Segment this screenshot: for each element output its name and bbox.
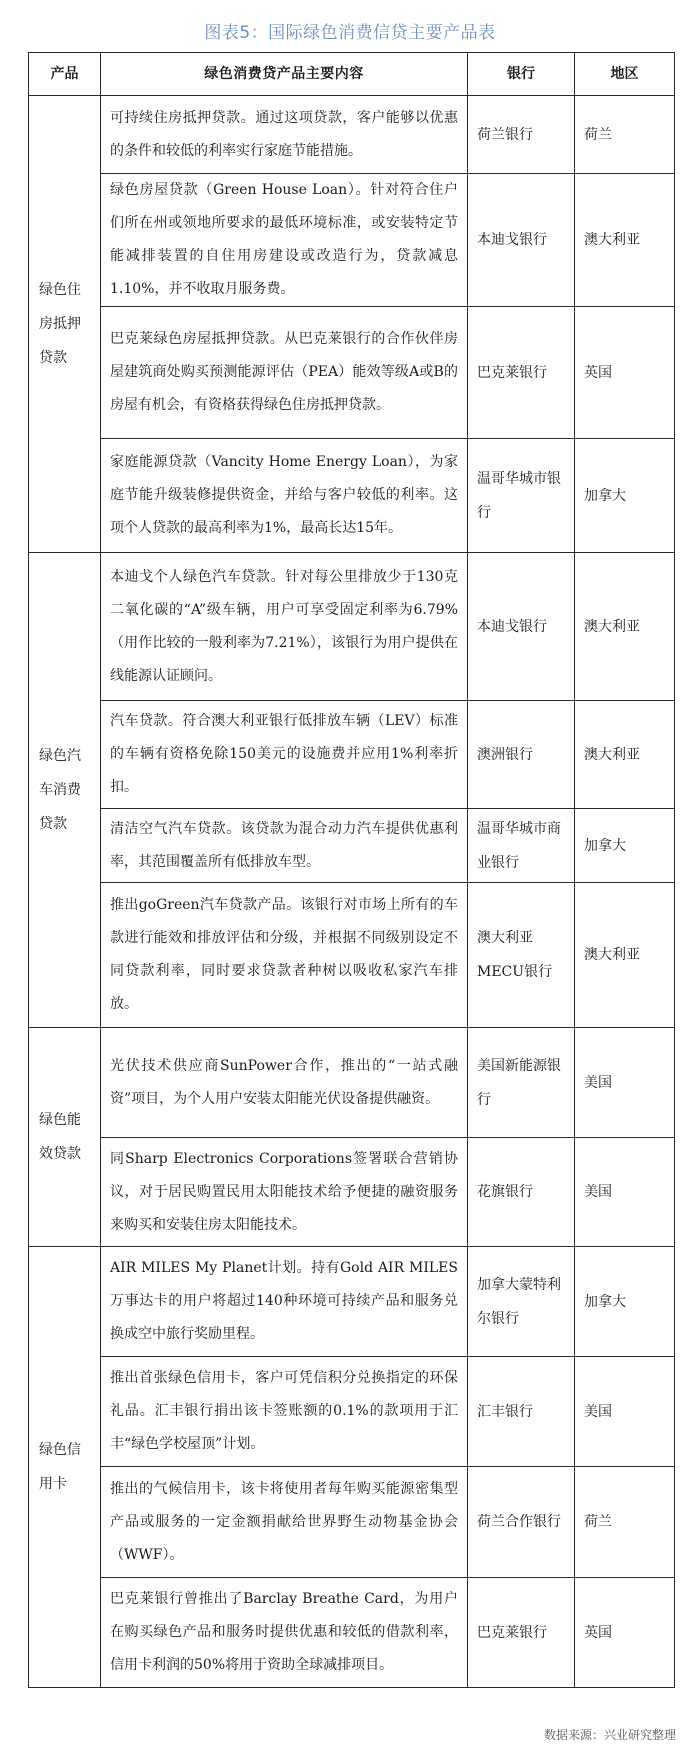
row-content: 推出goGreen汽车贷款产品。该银行对市场上所有的车款进行能效和排放评估和分级，并根据不同级别设定不同贷款利率，同时要求贷款者种树以吸收私家汽车排放。 [101,883,468,1028]
row-bank: 花旗银行 [468,1138,575,1247]
table-title: 图表5：国际绿色消费信贷主要产品表 [204,23,496,43]
row-content: 绿色房屋贷款（Green House Loan）。针对符合住户们所在州或领地所要求的最低环境标准，或安装特定节能减排装置的自住用房建设或改造行为，贷款减息1.10%，并不收取月服务费。 [101,174,468,307]
product-category: 绿色汽车消费贷款 [29,553,101,1028]
table-row [29,96,675,174]
header-product: 产品 [29,53,101,96]
row-bank: 加拿大蒙特利尔银行 [468,1247,575,1357]
table-row [29,809,675,883]
row-region: 荷兰 [575,96,675,174]
table-row [29,439,675,553]
table-row [29,1247,675,1357]
row-content: 清洁空气汽车贷款。该贷款为混合动力汽车提供优惠利率，其范围覆盖所有低排放车型。 [101,809,468,883]
row-content: 汽车贷款。符合澳大利亚银行低排放车辆（LEV）标准的车辆有资格免除150美元的设施费并应用1%利率折扣。 [101,701,468,809]
table-row [29,553,675,701]
row-content: 光伏技术供应商SunPower合作，推出的“一站式融资”项目，为个人用户安装太阳能光伏设备提供融资。 [101,1028,468,1138]
row-region: 澳大利亚 [575,553,675,701]
row-region: 加拿大 [575,439,675,553]
row-content: 可持续住房抵押贷款。通过这项贷款，客户能够以优惠的条件和较低的利率实行家庭节能措施。 [101,96,468,174]
row-bank: 美国新能源银行 [468,1028,575,1138]
row-region: 澳大利亚 [575,701,675,809]
row-content: 家庭能源贷款（Vancity Home Energy Loan），为家庭节能升级装修提供资金，并给与客户较低的利率。这项个人贷款的最高利率为1%，最高长达15年。 [101,439,468,553]
row-region: 荷兰 [575,1467,675,1578]
table-row [29,307,675,439]
row-content: 巴克莱银行曾推出了Barclay Breathe Card，为用户在购买绿色产品和服务时提供优惠和较低的借款利率，信用卡利润的50%将用于资助全球减排项目。 [101,1578,468,1688]
product-category: 绿色能效贷款 [29,1028,101,1247]
table-row [29,174,675,307]
row-region: 美国 [575,1028,675,1138]
table-row [29,1357,675,1467]
header-region: 地区 [575,53,675,96]
row-region: 英国 [575,1578,675,1688]
row-content: 本迪戈个人绿色汽车贷款。针对每公里排放少于130克二氧化碳的“A”级车辆，用户可享受固定利率为6.79%（用作比较的一般利率为7.21%），该银行为用户提供在线能源认证顾问。 [101,553,468,701]
row-bank: 温哥华城市商业银行 [468,809,575,883]
data-source-note: 数据来源：兴业研究整理 [543,1728,676,1742]
row-region: 澳大利亚 [575,883,675,1028]
row-bank: 巴克莱银行 [468,1578,575,1688]
table-row [29,1138,675,1247]
row-content: 同Sharp Electronics Corporations签署联合营销协议，对于居民购置民用太阳能技术给予便捷的融资服务来购买和安装住房太阳能技术。 [101,1138,468,1247]
table-row [29,1028,675,1138]
header-bank: 银行 [468,53,575,96]
row-bank: 巴克莱银行 [468,307,575,439]
row-region: 美国 [575,1138,675,1247]
table-row [29,883,675,1028]
row-bank: 澳洲银行 [468,701,575,809]
row-region: 澳大利亚 [575,174,675,307]
row-content: 推出的气候信用卡，该卡将使用者每年购买能源密集型产品或服务的一定金额捐献给世界野生动物基金协会（WWF）。 [101,1467,468,1578]
row-bank: 荷兰合作银行 [468,1467,575,1578]
table-row [29,701,675,809]
product-category: 绿色信用卡 [29,1247,101,1688]
row-bank: 温哥华城市银行 [468,439,575,553]
row-region: 加拿大 [575,809,675,883]
row-content: 巴克莱绿色房屋抵押贷款。从巴克莱银行的合作伙伴房屋建筑商处购买预测能源评估（PEA）能效等级A或B的房屋有机会，有资格获得绿色住房抵押贷款。 [101,307,468,439]
row-region: 英国 [575,307,675,439]
table-row [29,1578,675,1688]
row-bank: 荷兰银行 [468,96,575,174]
table-row [29,1467,675,1578]
row-region: 美国 [575,1357,675,1467]
product-category: 绿色住房抵押贷款 [29,96,101,553]
row-content: 推出首张绿色信用卡，客户可凭信积分兑换指定的环保礼品。汇丰银行捐出该卡签账额的0.1%的款项用于汇丰“绿色学校屋顶”计划。 [101,1357,468,1467]
row-bank: 本迪戈银行 [468,553,575,701]
header-content: 绿色消费贷产品主要内容 [101,53,468,96]
row-content: AIR MILES My Planet计划。持有Gold AIR MILES万事达卡的用户将超过140种环境可持续产品和服务兑换成空中旅行奖励里程。 [101,1247,468,1357]
row-bank: 澳大利亚MECU银行 [468,883,575,1028]
row-bank: 本迪戈银行 [468,174,575,307]
row-region: 加拿大 [575,1247,675,1357]
header-row [29,53,675,96]
product-table [28,52,675,1688]
row-bank: 汇丰银行 [468,1357,575,1467]
